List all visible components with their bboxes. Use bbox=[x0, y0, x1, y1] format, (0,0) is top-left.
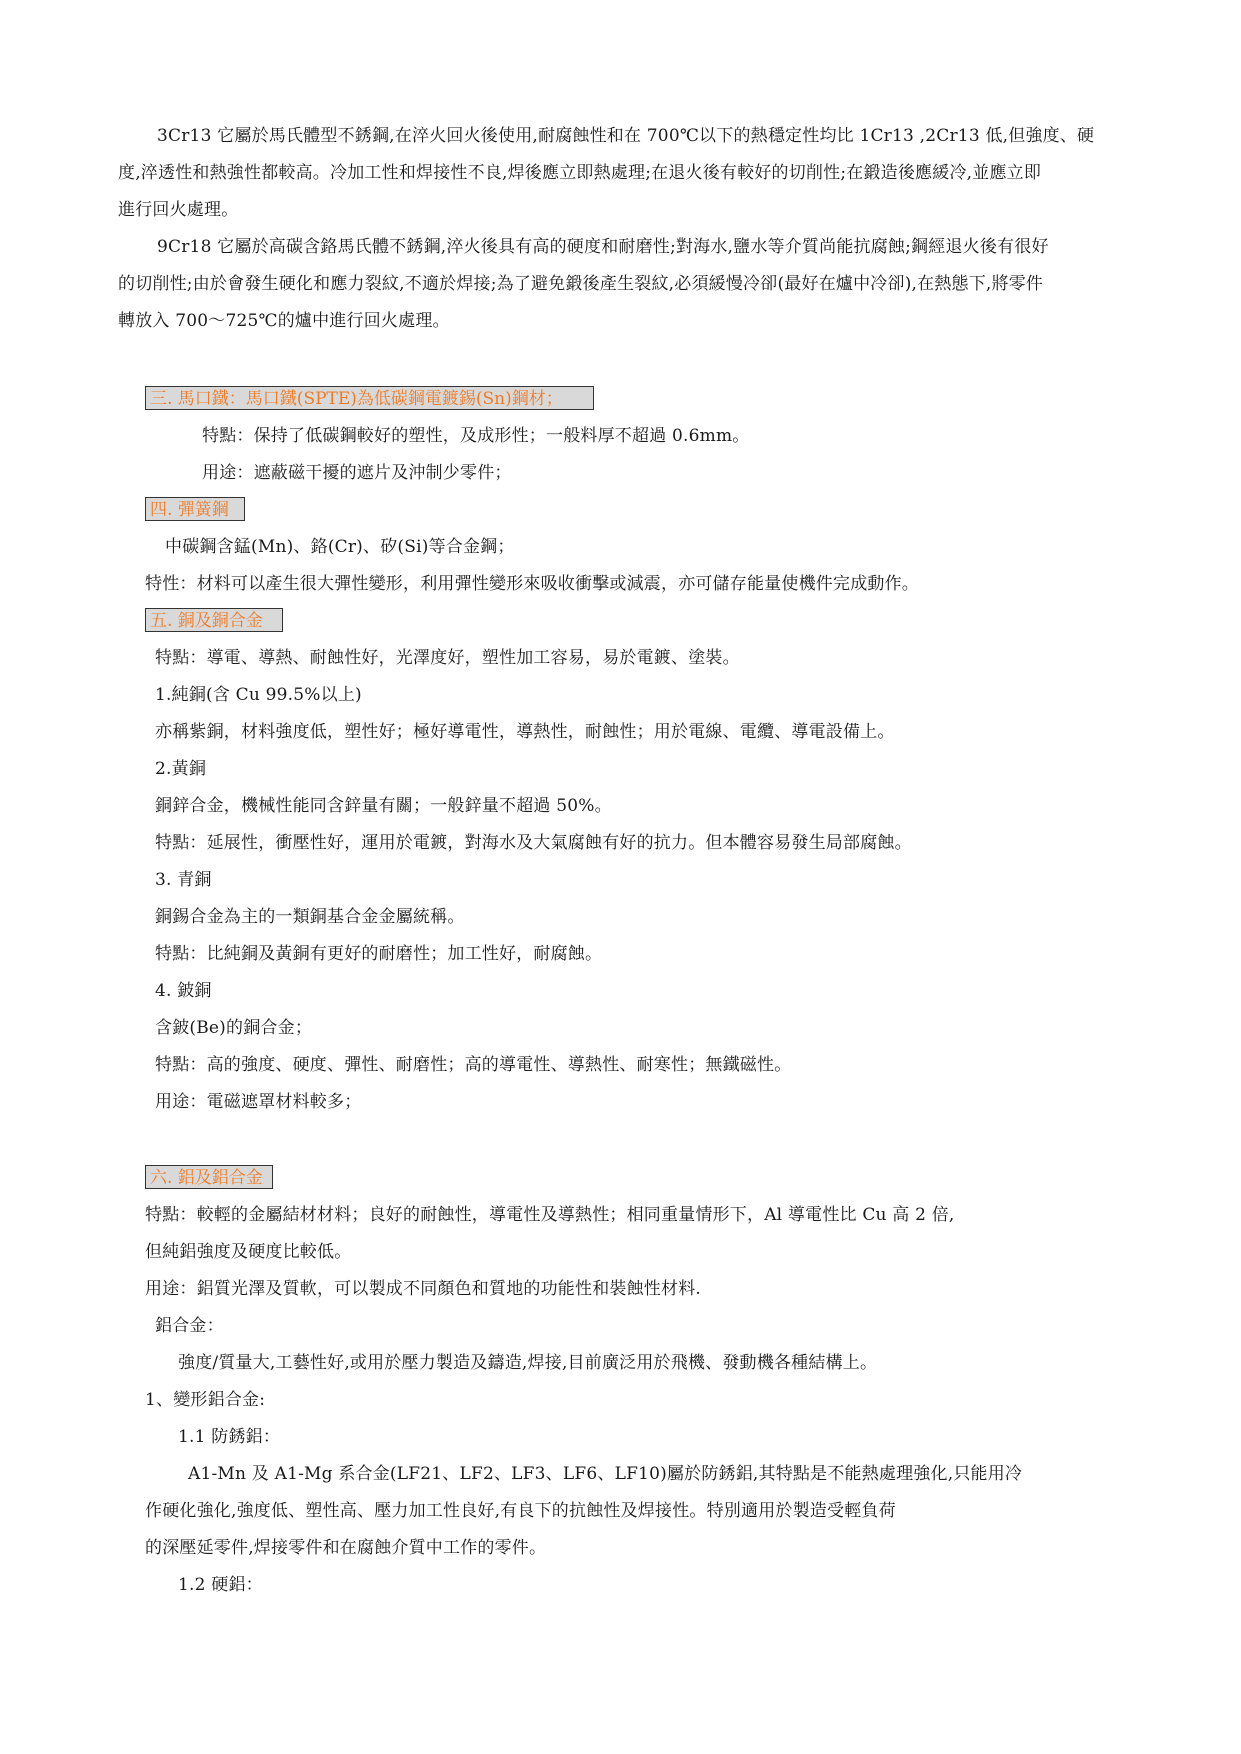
bronze-title: 3. 青銅 bbox=[155, 870, 212, 890]
tinplate-features: 特點：保持了低碳鋼較好的塑性，及成形性；一般料厚不超過 0.6mm。 bbox=[202, 426, 750, 446]
paragraph-3cr13-line-2: 度,淬透性和熱強性都較高。冷加工性和焊接性不良,焊後應立即熱處理;在退火後有較好的切削性;在鍛造後應緩冷,並應立即 bbox=[118, 163, 1042, 183]
copper-features: 特點：導電、導熱、耐蝕性好，光澤度好，塑性加工容易，易於電鍍、塗裝。 bbox=[155, 648, 740, 668]
duralumin-title: 1.2 硬鋁： bbox=[178, 1575, 263, 1595]
section-heading-tinplate: 三. 馬口鐵：馬口鐵(SPTE)為低碳鋼電鍍錫(Sn)鋼材； bbox=[145, 386, 594, 410]
spring-steel-composition: 中碳鋼含錳(Mn)、鉻(Cr)、矽(Si)等合金鋼； bbox=[165, 537, 515, 557]
pure-copper-desc: 亦稱紫銅，材料強度低，塑性好；極好導電性，導熱性，耐蝕性；用於電線、電纜、導電設備上。 bbox=[155, 722, 895, 742]
paragraph-3cr13-line-3: 進行回火處理。 bbox=[118, 200, 239, 220]
section-heading-aluminum: 六. 鋁及鋁合金 bbox=[145, 1165, 273, 1189]
rust-proof-aluminum-title: 1.1 防銹鋁： bbox=[178, 1427, 281, 1447]
paragraph-3cr13-line-1: 3Cr13 它屬於馬氏體型不銹鋼,在淬火回火後使用,耐腐蝕性和在 700℃以下的熱穩定性均比 1Cr13 ,2Cr13 低,但強度、硬 bbox=[157, 126, 1095, 146]
brass-desc: 銅鋅合金，機械性能同含鋅量有關；一般鋅量不超過 50%。 bbox=[155, 796, 612, 816]
section-heading-spring-steel: 四. 彈簧鋼 bbox=[145, 497, 245, 521]
paragraph-9cr18-line-3: 轉放入 700～725℃的爐中進行回火處理。 bbox=[118, 311, 450, 331]
bronze-features: 特點：比純銅及黃銅有更好的耐磨性；加工性好，耐腐蝕。 bbox=[155, 944, 603, 964]
rust-proof-aluminum-desc-2: 作硬化強化,強度低、塑性高、壓力加工性良好,有良下的抗蝕性及焊接性。特別適用於製造受輕負荷 bbox=[145, 1501, 896, 1521]
aluminum-alloy-title: 鋁合金： bbox=[155, 1316, 224, 1336]
bronze-desc: 銅錫合金為主的一類銅基合金金屬統稱。 bbox=[155, 907, 465, 927]
spring-steel-properties: 特性：材料可以產生很大彈性變形，利用彈性變形來吸收衝擊或減震，亦可儲存能量使機件完成動作。 bbox=[145, 574, 919, 594]
beryllium-copper-title: 4. 鈹銅 bbox=[155, 981, 212, 1001]
beryllium-copper-features: 特點：高的強度、硬度、彈性、耐磨性；高的導電性、導熱性、耐寒性；無鐵磁性。 bbox=[155, 1055, 792, 1075]
brass-title: 2.黃銅 bbox=[155, 759, 207, 779]
rust-proof-aluminum-desc-1: A1-Mn 及 A1-Mg 系合金(LF21、LF2、LF3、LF6、LF10)屬於防銹鋁,其特點是不能熱處理強化,只能用冷 bbox=[188, 1464, 1023, 1484]
aluminum-uses: 用途：鋁質光澤及質軟，可以製成不同顏色和質地的功能性和裝蝕性材料. bbox=[145, 1279, 702, 1299]
brass-features: 特點：延展性，衝壓性好，運用於電鍍，對海水及大氣腐蝕有好的抗力。但本體容易發生局部腐蝕。 bbox=[155, 833, 912, 853]
tinplate-uses: 用途：遮蔽磁干擾的遮片及沖制少零件； bbox=[202, 463, 512, 483]
beryllium-copper-uses: 用途：電磁遮罩材料較多； bbox=[155, 1092, 362, 1112]
rust-proof-aluminum-desc-3: 的深壓延零件,焊接零件和在腐蝕介質中工作的零件。 bbox=[145, 1538, 547, 1558]
section-heading-copper: 五. 銅及銅合金 bbox=[145, 608, 283, 632]
aluminum-alloy-desc: 強度/質量大,工藝性好,或用於壓力製造及鑄造,焊接,目前廣泛用於飛機、發動機各種結構上。 bbox=[178, 1353, 878, 1373]
beryllium-copper-desc: 含鈹(Be)的銅合金； bbox=[155, 1018, 313, 1038]
wrought-alloy-title: 1、變形鋁合金: bbox=[145, 1390, 266, 1410]
paragraph-9cr18-line-1: 9Cr18 它屬於高碳含鉻馬氏體不銹鋼,淬火後具有高的硬度和耐磨性;對海水,鹽水等介質尚能抗腐蝕;鋼經退火後有很好 bbox=[157, 237, 1049, 257]
aluminum-features: 特點：較輕的金屬結材材料；良好的耐蝕性，導電性及導熱性；相同重量情形下，Al 導電性比 Cu 高 2 倍, bbox=[145, 1205, 955, 1225]
pure-copper-title: 1.純銅(含 Cu 99.5%以上) bbox=[155, 685, 362, 705]
paragraph-9cr18-line-2: 的切削性;由於會發生硬化和應力裂紋,不適於焊接;為了避免鍛後產生裂紋,必須緩慢冷卻(最好在爐中冷卻),在熱態下,將零件 bbox=[118, 274, 1044, 294]
aluminum-features-cont: 但純鋁強度及硬度比較低。 bbox=[145, 1242, 352, 1262]
